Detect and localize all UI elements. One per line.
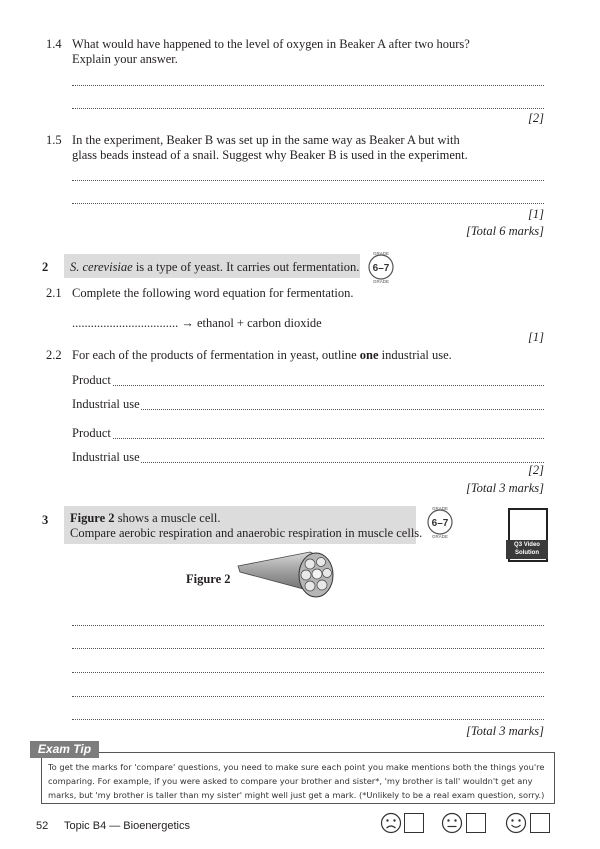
answer-line[interactable] xyxy=(72,648,544,649)
q1-4-text-line2: Explain your answer. xyxy=(72,52,178,66)
answer-line[interactable] xyxy=(72,108,544,109)
q3-intro-line2: Compare aerobic respiration and anaerobic respiration in muscle cells. xyxy=(70,526,423,540)
q1-4-number: 1.4 xyxy=(46,37,62,51)
product-label-1: Product xyxy=(72,373,111,387)
q2-1-text: Complete the following word equation for fermentation. xyxy=(72,286,354,300)
grade-label-top: GRADE xyxy=(372,251,390,256)
product-answer-line-1[interactable] xyxy=(113,385,544,386)
q1-5-text-line2: glass beads instead of a snail. Suggest why Beaker B is used in the experiment. xyxy=(72,148,468,162)
grade-value: 6–7 xyxy=(431,518,449,529)
happy-face-icon xyxy=(505,812,527,834)
q1-5-marks: [1] xyxy=(528,207,544,221)
exam-tip-title: Exam Tip xyxy=(30,741,99,758)
grade-badge-icon xyxy=(364,250,398,284)
answer-line[interactable] xyxy=(72,672,544,673)
muscle-cell-figure xyxy=(236,548,340,610)
grade-value: 6–7 xyxy=(372,263,390,274)
answer-line[interactable] xyxy=(72,696,544,697)
grade-label-bottom: GRADE xyxy=(372,279,390,284)
q2-2-text-before: For each of the products of fermentation in yeast, outline xyxy=(72,348,360,362)
q2-2-text xyxy=(72,348,452,363)
industrial-use-label-2: Industrial use xyxy=(72,450,140,464)
q2-1-number: 2.1 xyxy=(46,286,62,300)
equation-blank[interactable]: .................................. xyxy=(72,316,179,330)
q1-total-marks: [Total 6 marks] xyxy=(465,224,544,238)
page-number: 52 xyxy=(36,820,49,832)
q1-4-text-line1: What would have happened to the level of oxygen in Beaker A after two hours? xyxy=(72,37,470,51)
q3-figure-ref: Figure 2 xyxy=(70,511,115,525)
q3-total-marks: [Total 3 marks] xyxy=(465,724,544,738)
grade-label-top: GRADE xyxy=(431,506,449,511)
video-solution-label[interactable] xyxy=(506,540,548,559)
neutral-face-icon xyxy=(441,812,463,834)
sad-face-icon xyxy=(380,812,402,834)
neutral-tick-box[interactable] xyxy=(466,813,486,833)
product-answer-line-2[interactable] xyxy=(113,438,544,439)
answer-line[interactable] xyxy=(72,180,544,181)
q2-intro-species: S. cerevisiae xyxy=(70,260,133,274)
industrial-use-label-1: Industrial use xyxy=(72,397,140,411)
q2-1-marks: [1] xyxy=(528,330,544,344)
answer-line[interactable] xyxy=(72,203,544,204)
grade-badge-icon xyxy=(423,505,457,539)
grade-badge xyxy=(364,250,398,284)
q2-2-text-bold: one xyxy=(359,348,379,362)
answer-line[interactable] xyxy=(72,85,544,86)
answer-line[interactable] xyxy=(72,719,544,720)
topic-title: Topic B4 — Bioenergetics xyxy=(64,820,190,832)
q2-total-marks: [Total 3 marks] xyxy=(465,481,544,495)
video-label-line1: Q3 Video xyxy=(514,542,540,548)
q2-1-equation xyxy=(72,316,322,331)
happy-tick-box[interactable] xyxy=(530,813,550,833)
q2-intro xyxy=(70,260,359,275)
q2-intro-rest: is a type of yeast. It carries out fermentation. xyxy=(132,260,360,274)
q1-4-marks: [2] xyxy=(528,111,544,125)
q3-line1-rest: shows a muscle cell. xyxy=(114,511,221,525)
sad-tick-box[interactable] xyxy=(404,813,424,833)
figure-2-label: Figure 2 xyxy=(186,572,231,586)
q2-2-text-after: industrial use. xyxy=(378,348,452,362)
industrial-use-answer-line-2[interactable] xyxy=(141,462,544,463)
exam-tip-text: To get the marks for 'compare' questions, you need to make sure each point you make mentions both the things you're comparing. For example, if you were asked to compare your brother and sister*, 'my brother is tall' wouldn't get any marks, but 'my brother is taller than my sister' might well just get a mark. (*Unlikely to be a real exam question, sorry.) xyxy=(48,762,545,800)
q2-2-marks: [2] xyxy=(528,463,544,477)
q1-5-number: 1.5 xyxy=(46,133,62,147)
grade-badge xyxy=(423,505,457,539)
q2-number: 2 xyxy=(42,260,49,274)
q3-number: 3 xyxy=(42,513,49,527)
q1-5-text-line1: In the experiment, Beaker B was set up in the same way as Beaker A but with xyxy=(72,133,460,147)
answer-line[interactable] xyxy=(72,625,544,626)
grade-label-bottom: GRADE xyxy=(431,534,449,539)
q2-2-number: 2.2 xyxy=(46,348,62,362)
muscle-cell-illustration xyxy=(236,548,340,606)
q3-intro-line1 xyxy=(70,511,220,526)
product-label-2: Product xyxy=(72,426,111,440)
equation-products: → ethanol + carbon dioxide xyxy=(178,316,322,330)
industrial-use-answer-line-1[interactable] xyxy=(141,409,544,410)
video-label-line2: Solution xyxy=(515,550,539,556)
